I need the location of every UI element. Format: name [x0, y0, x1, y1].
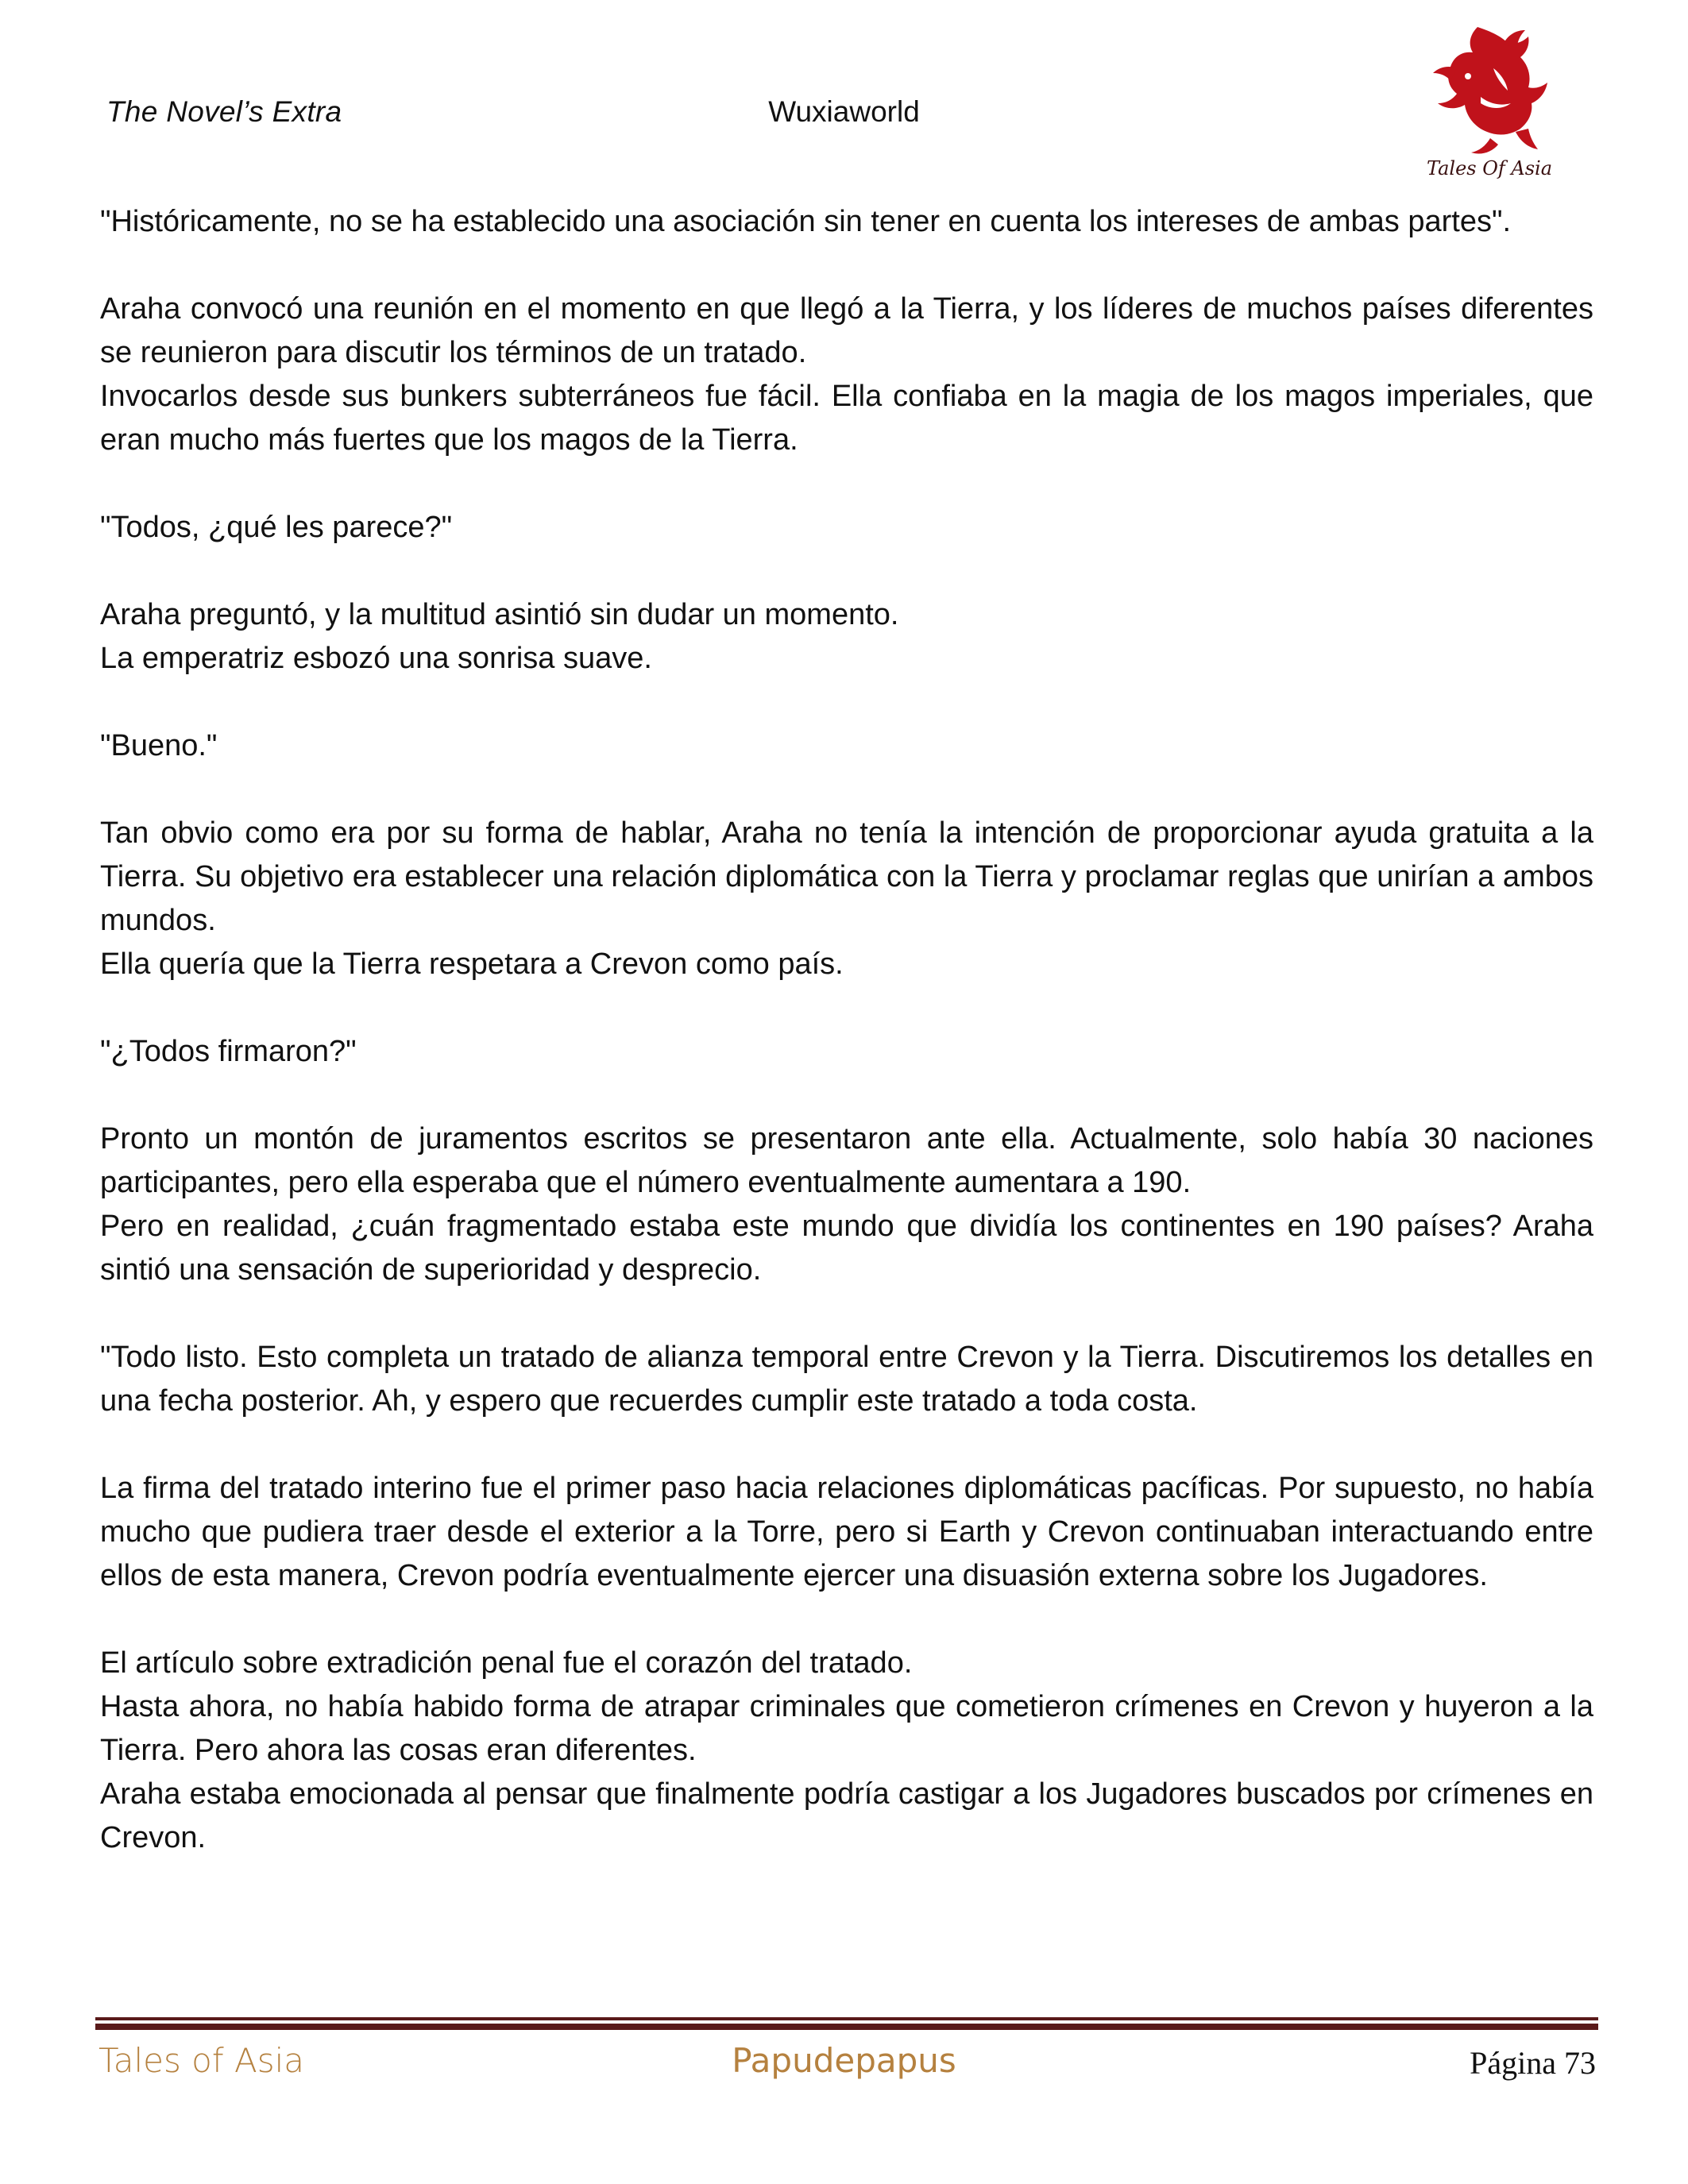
page-number: Página 73 — [1470, 2045, 1596, 2081]
paragraph-spacer — [100, 681, 1593, 724]
book-title: The Novel’s Extra — [106, 95, 342, 128]
red-dragon-logo-icon — [1422, 21, 1557, 160]
paragraph: El artículo sobre extradición penal fue el corazón del tratado. — [100, 1646, 913, 1680]
paragraph: "¿Todos firmaron?" — [100, 1035, 357, 1068]
footer-rule — [95, 2017, 1598, 2020]
paragraph: "Históricamente, no se ha establecido una asociación sin tener en cuenta los intereses de ambas partes". — [100, 205, 1511, 238]
logo-text: Tales Of Asia — [1426, 157, 1553, 179]
paragraph: Araha preguntó, y la multitud asintió sin dudar un momento. — [100, 598, 899, 631]
paragraph: Ella quería que la Tierra respetara a Crevon como país. — [100, 947, 844, 981]
paragraph: Tan obvio como era por su forma de hablar, Araha no tenía la intención de proporcionar ayuda gratuita a la Tierra. Su objetivo era establecer una relación diplomática con la Tierra y proclamar reglas que unirían a ambos mundos. — [100, 816, 1593, 937]
paragraph: Pero en realidad, ¿cuán fragmentado estaba este mundo que dividía los continentes en 190 países? Araha sintió una sensación de superioridad y desprecio. — [100, 1210, 1593, 1287]
paragraph: Invocarlos desde sus bunkers subterráneos fue fácil. Ella confiaba en la magia de los magos imperiales, que eran mucho más fuertes que los magos de la Tierra. — [100, 380, 1593, 457]
paragraph: Araha estaba emocionada al pensar que finalmente podría castigar a los Jugadores buscados por crímenes en Crevon. — [100, 1777, 1593, 1854]
paragraph: La firma del tratado interino fue el primer paso hacia relaciones diplomáticas pacíficas. Por supuesto, no había mucho que pudiera traer desde el exterior a la Torre, pero si Earth y Crevon continuaban interactuando entre ellos de esta manera, Crevon podría eventualmente ejercer una disuasión externa sobre los Jugadores. — [100, 1472, 1593, 1592]
paragraph-spacer — [100, 1074, 1593, 1117]
paragraph-spacer — [100, 986, 1593, 1030]
tales-of-asia-logo — [1422, 21, 1557, 187]
paragraph: La emperatriz esbozó una sonrisa suave. — [100, 642, 652, 675]
paragraph-spacer — [100, 462, 1593, 506]
paragraph: "Bueno." — [100, 729, 218, 762]
paragraph-spacer — [100, 1598, 1593, 1642]
paragraph-spacer — [100, 1423, 1593, 1467]
paragraph: Araha convocó una reunión en el momento en que llegó a la Tierra, y los líderes de muchos países diferentes se reunieron para discutir los términos de un tratado. — [100, 292, 1593, 369]
paragraph: "Todos, ¿qué les parece?" — [100, 511, 453, 544]
footer-rule — [95, 2024, 1598, 2030]
paragraph: "Todo listo. Esto completa un tratado de alianza temporal entre Crevon y la Tierra. Discutiremos los detalles en una fecha posterior. Ah, y espero que recuerdes cumplir este tratado a toda costa. — [100, 1341, 1593, 1418]
paragraph: Pronto un montón de juramentos escritos se presentaron ante ella. Actualmente, solo había 30 naciones participantes, pero ella esperaba que el número eventualmente aumentara a 190. — [100, 1122, 1593, 1199]
paragraph-spacer — [100, 1292, 1593, 1336]
paragraph-spacer — [100, 550, 1593, 593]
page-header — [0, 0, 1688, 191]
paragraph: Hasta ahora, no había habido forma de atrapar criminales que cometieron crímenes en Crevon y huyeron a la Tierra. Pero ahora las cosas eran diferentes. — [100, 1690, 1593, 1767]
page-body — [100, 200, 1593, 1860]
footer-publisher: Tales of Asia — [98, 2041, 305, 2080]
footer-translator: Papudepapus — [732, 2041, 956, 2080]
paragraph-spacer — [100, 768, 1593, 812]
site-name: Wuxiaworld — [768, 95, 920, 128]
paragraph-spacer — [100, 244, 1593, 287]
